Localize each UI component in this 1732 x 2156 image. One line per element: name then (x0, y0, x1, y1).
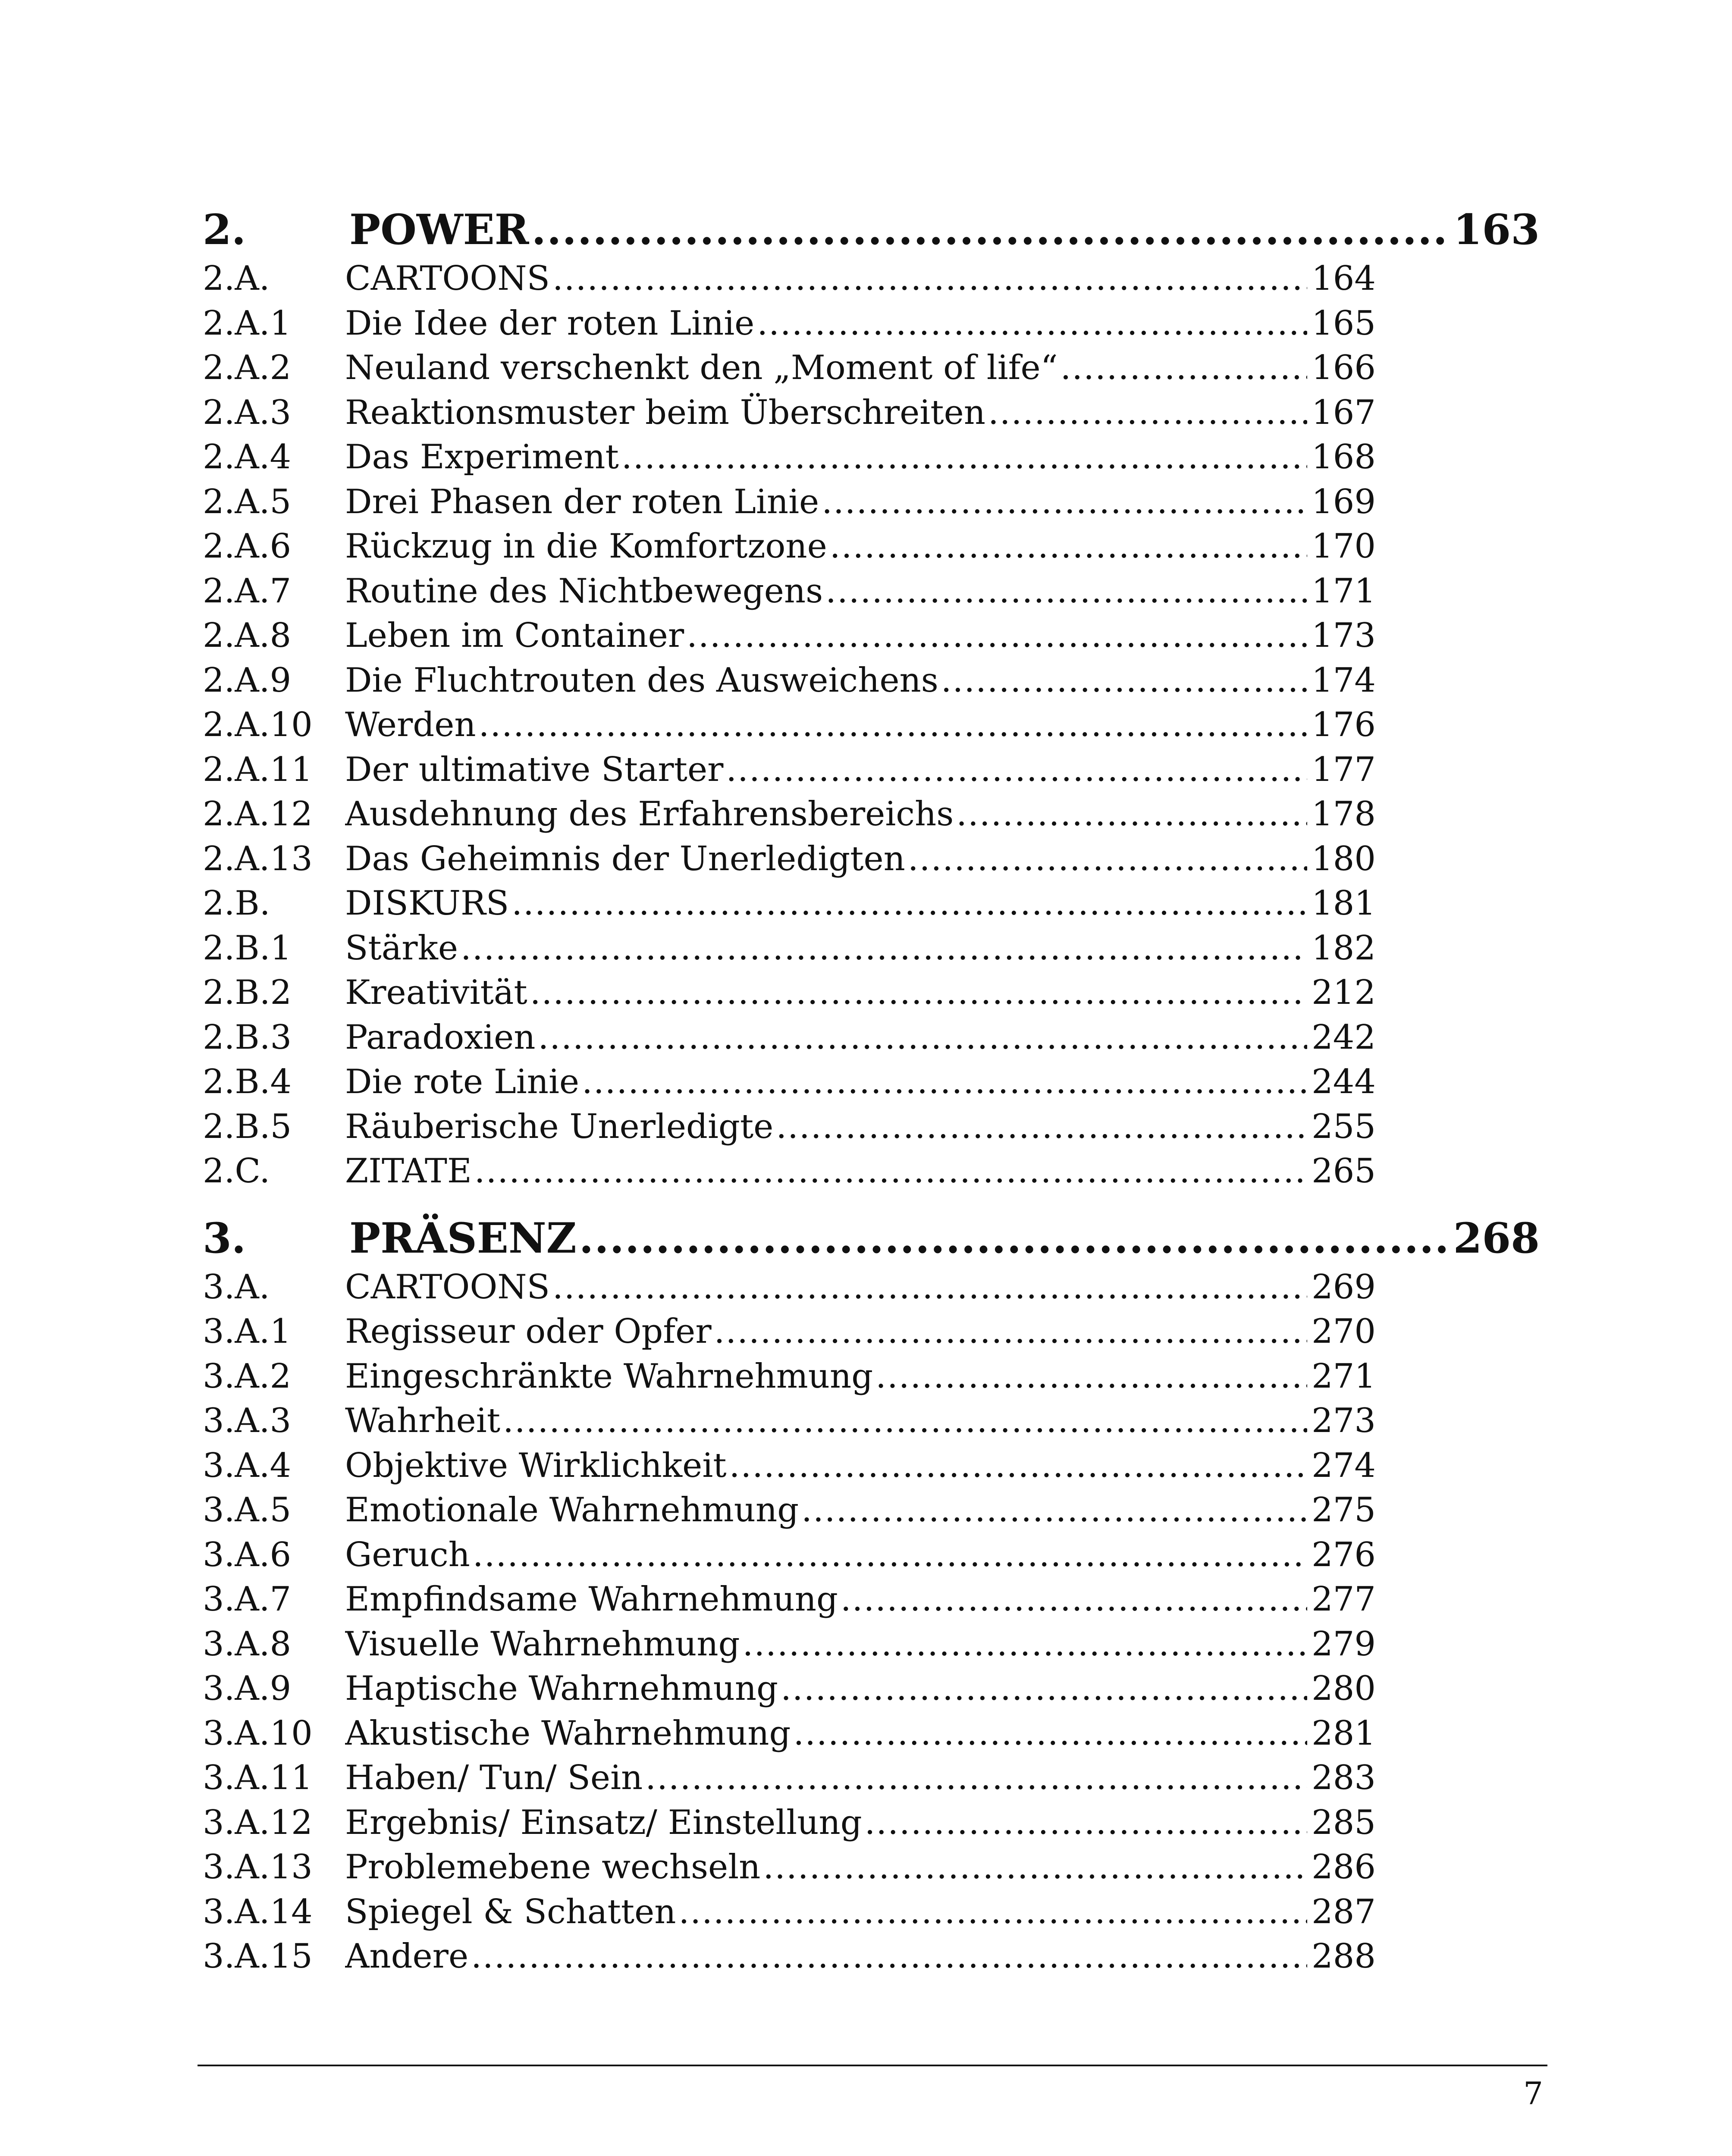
dot-leader (471, 1934, 1307, 1979)
entry-number: 2.A.7 (203, 571, 292, 611)
entry-title: Andere (345, 1937, 469, 1976)
dot-leader (865, 1801, 1307, 1846)
entry-page-number: 279 (1312, 1624, 1376, 1664)
toc-entry-row[interactable] (203, 1310, 1540, 1354)
entry-number: 2.A.6 (203, 527, 292, 566)
entry-title: Rückzug in die Komfortzone (345, 527, 827, 566)
entry-page-number: 273 (1312, 1401, 1376, 1440)
dot-leader (538, 1015, 1308, 1060)
entry-body (345, 837, 1376, 882)
entry-number: 2.C. (203, 1152, 270, 1191)
dot-leader (825, 569, 1307, 614)
toc-entry-row[interactable] (203, 1756, 1540, 1801)
entry-number: 3.A.14 (203, 1892, 313, 1931)
entry-page-number: 280 (1312, 1669, 1376, 1708)
entry-number: 3.A.11 (203, 1758, 313, 1797)
toc-entry-row[interactable] (203, 926, 1540, 971)
entry-body (345, 748, 1376, 793)
dot-leader (479, 703, 1308, 748)
entry-page-number: 169 (1312, 482, 1376, 521)
toc-entry-row[interactable] (203, 1444, 1540, 1489)
entry-number: 3.A.2 (203, 1357, 292, 1396)
entry-body (345, 1890, 1376, 1935)
entry-number: 2.A.11 (203, 750, 313, 789)
dot-leader (776, 1105, 1307, 1150)
toc-entry-row[interactable] (203, 837, 1540, 882)
dot-leader (830, 524, 1307, 569)
chapter-body (349, 203, 1540, 257)
entry-body (345, 1149, 1376, 1194)
toc-entry-row[interactable] (203, 1399, 1540, 1444)
entry-body (345, 1667, 1376, 1711)
toc-entry-row[interactable] (203, 614, 1540, 658)
entry-page-number: 283 (1312, 1758, 1376, 1797)
entry-title: Geruch (345, 1535, 470, 1574)
entry-title: Empfindsame Wahrnehmung (345, 1580, 838, 1619)
chapter-page-number: 163 (1453, 205, 1540, 254)
toc-entry-row[interactable] (203, 569, 1540, 614)
entry-title: Emotionale Wahrnehmung (345, 1491, 799, 1529)
entry-body (345, 1488, 1376, 1533)
toc-entry-row[interactable] (203, 1015, 1540, 1060)
entry-page-number: 255 (1312, 1107, 1376, 1146)
entry-body (345, 1577, 1376, 1622)
dot-leader (532, 203, 1449, 257)
entry-page-number: 275 (1312, 1491, 1376, 1529)
dot-leader (908, 837, 1307, 882)
entry-title: DISKURS (345, 884, 509, 923)
entry-page-number: 276 (1312, 1535, 1376, 1574)
chapter-number: 3. (203, 1213, 246, 1263)
entry-number: 3.A.13 (203, 1848, 313, 1887)
dot-leader (503, 1399, 1307, 1444)
entry-number: 3.A.9 (203, 1669, 292, 1708)
entry-number: 2.A.13 (203, 839, 313, 878)
entry-body (345, 1310, 1376, 1354)
chapter-body (349, 1211, 1540, 1265)
entry-number: 2.A.1 (203, 304, 292, 343)
entry-body (345, 881, 1376, 926)
entry-number: 3.A.10 (203, 1714, 313, 1753)
entry-number: 2.A.4 (203, 438, 292, 476)
toc-entry-row[interactable] (203, 971, 1540, 1015)
entry-title: ZITATE (345, 1152, 472, 1191)
entry-body (345, 1711, 1376, 1756)
dot-leader (511, 881, 1307, 926)
toc-entry-row[interactable] (203, 391, 1540, 436)
chapter-page-number: 268 (1453, 1213, 1540, 1263)
entry-page-number: 270 (1312, 1312, 1376, 1351)
entry-title: Die Idee der roten Linie (345, 304, 755, 343)
dot-leader (461, 926, 1307, 971)
entry-title: Haben/ Tun/ Sein (345, 1758, 643, 1797)
toc-entry-row[interactable] (203, 1265, 1540, 1310)
entry-title: Die Fluchtrouten des Ausweichens (345, 661, 938, 700)
entry-title: Kreativität (345, 973, 527, 1012)
entry-body (345, 1444, 1376, 1489)
entry-page-number: 171 (1312, 571, 1376, 611)
entry-page-number: 174 (1312, 661, 1376, 700)
entry-page-number: 181 (1312, 884, 1376, 923)
toc-entry-row[interactable] (203, 1622, 1540, 1667)
entry-title: Der ultimative Starter (345, 750, 724, 789)
entry-page-number: 244 (1312, 1062, 1376, 1101)
entry-title: Eingeschränkte Wahrnehmung (345, 1357, 873, 1396)
dot-leader (714, 1310, 1307, 1354)
entry-title: CARTOONS (345, 1267, 550, 1307)
entry-number: 3.A.3 (203, 1401, 292, 1440)
page-number: 7 (1523, 2075, 1543, 2112)
entry-page-number: 177 (1312, 750, 1376, 789)
dot-leader (956, 792, 1307, 837)
entry-title: Routine des Nichtbewegens (345, 571, 823, 611)
dot-leader (757, 301, 1307, 346)
entry-number: 2.A.10 (203, 705, 313, 744)
toc-entry-row[interactable] (203, 435, 1540, 480)
entry-body (345, 524, 1376, 569)
toc-entry-row[interactable] (203, 792, 1540, 837)
entry-body (345, 1354, 1376, 1399)
entry-title: Paradoxien (345, 1018, 536, 1057)
entry-number: 2.B.5 (203, 1107, 292, 1146)
entry-body (345, 1756, 1376, 1801)
entry-page-number: 176 (1312, 705, 1376, 744)
entry-number: 3.A.15 (203, 1937, 313, 1976)
entry-page-number: 168 (1312, 438, 1376, 476)
entry-title: Ausdehnung des Erfahrensbereichs (345, 795, 954, 834)
entry-number: 2.B.4 (203, 1062, 292, 1101)
entry-body (345, 480, 1376, 525)
dot-leader (530, 971, 1307, 1015)
entry-page-number: 167 (1312, 393, 1376, 432)
toc-chapter-row[interactable] (203, 203, 1540, 257)
entry-body (345, 1934, 1376, 1979)
entry-title: Regisseur oder Opfer (345, 1312, 712, 1351)
entry-body (345, 1015, 1376, 1060)
entry-body (345, 971, 1376, 1015)
entry-title: Die rote Linie (345, 1062, 580, 1101)
dot-leader (645, 1756, 1307, 1801)
dot-leader (552, 257, 1307, 301)
entry-title: Wahrheit (345, 1401, 501, 1440)
dot-leader (822, 480, 1307, 525)
entry-page-number: 178 (1312, 795, 1376, 834)
footer-rule (198, 2065, 1547, 2066)
dot-leader (875, 1354, 1307, 1399)
entry-page-number: 288 (1312, 1937, 1376, 1976)
entry-number: 2.A.9 (203, 661, 292, 700)
entry-body (345, 257, 1376, 301)
entry-page-number: 173 (1312, 616, 1376, 655)
entry-body (345, 614, 1376, 658)
entry-body (345, 1060, 1376, 1105)
dot-leader (582, 1060, 1307, 1105)
entry-title: Das Geheimnis der Unerledigten (345, 839, 905, 878)
entry-title: Spiegel & Schatten (345, 1892, 676, 1931)
entry-page-number: 286 (1312, 1848, 1376, 1887)
entry-title: Werden (345, 705, 476, 744)
entry-body (345, 435, 1376, 480)
entry-page-number: 269 (1312, 1267, 1376, 1307)
entry-page-number: 242 (1312, 1018, 1376, 1057)
entry-title: Akustische Wahrnehmung (345, 1714, 791, 1753)
dot-leader (743, 1622, 1308, 1667)
toc-entry-row[interactable] (203, 346, 1540, 391)
toc-entry-row[interactable] (203, 1488, 1540, 1533)
toc-entry-row[interactable] (203, 1533, 1540, 1578)
toc-entry-row[interactable] (203, 1105, 1540, 1150)
entry-body (345, 569, 1376, 614)
entry-number: 3.A.6 (203, 1535, 292, 1574)
entry-body (345, 1622, 1376, 1667)
toc-entry-row[interactable] (203, 524, 1540, 569)
entry-title: Neuland verschenkt den „Moment of life“ (345, 348, 1058, 387)
entry-number: 2.A. (203, 259, 270, 298)
entry-body (345, 792, 1376, 837)
toc-entry-row[interactable] (203, 703, 1540, 748)
entry-title: Problemebene wechseln (345, 1848, 761, 1887)
entry-number: 3.A.5 (203, 1491, 292, 1529)
dot-leader (941, 658, 1307, 703)
chapter-title: POWER (349, 205, 529, 254)
entry-body (345, 1845, 1376, 1890)
toc-entry-row[interactable] (203, 1667, 1540, 1711)
entry-title: Objektive Wirklichkeit (345, 1446, 727, 1485)
toc-entry-row[interactable] (203, 658, 1540, 703)
entry-number: 3.A.4 (203, 1446, 292, 1485)
toc-entry-row[interactable] (203, 301, 1540, 346)
entry-page-number: 281 (1312, 1714, 1376, 1753)
entry-page-number: 271 (1312, 1357, 1376, 1396)
dot-leader (552, 1265, 1307, 1310)
table-of-contents (203, 203, 1540, 1979)
entry-title: Stärke (345, 928, 458, 968)
toc-entry-row[interactable] (203, 881, 1540, 926)
entry-page-number: 164 (1312, 259, 1376, 298)
entry-page-number: 277 (1312, 1580, 1376, 1619)
toc-entry-row[interactable] (203, 1577, 1540, 1622)
dot-leader (841, 1577, 1307, 1622)
entry-number: 3.A. (203, 1267, 270, 1307)
chapter-number: 2. (203, 205, 246, 254)
entry-number: 2.B.1 (203, 928, 292, 968)
dot-leader (678, 1890, 1307, 1935)
entry-title: CARTOONS (345, 259, 550, 298)
chapter-title: PRÄSENZ (349, 1213, 577, 1263)
entry-number: 2.B.3 (203, 1018, 292, 1057)
dot-leader (988, 391, 1307, 436)
toc-entry-row[interactable] (203, 257, 1540, 301)
entry-body (345, 301, 1376, 346)
entry-body (345, 391, 1376, 436)
entry-title: Drei Phasen der roten Linie (345, 482, 819, 521)
entry-page-number: 170 (1312, 527, 1376, 566)
dot-leader (781, 1667, 1307, 1711)
entry-title: Das Experiment (345, 438, 619, 476)
entry-body (345, 1399, 1376, 1444)
toc-entry-row[interactable] (203, 480, 1540, 525)
entry-page-number: 182 (1312, 928, 1376, 968)
toc-entry-row[interactable] (203, 1934, 1540, 1979)
dot-leader (1061, 346, 1308, 391)
entry-number: 2.A.8 (203, 616, 292, 655)
entry-page-number: 180 (1312, 839, 1376, 878)
toc-entry-row[interactable] (203, 1845, 1540, 1890)
entry-body (345, 1265, 1376, 1310)
toc-entry-row[interactable] (203, 1711, 1540, 1756)
entry-page-number: 285 (1312, 1803, 1376, 1842)
entry-body (345, 1105, 1376, 1150)
entry-body (345, 703, 1376, 748)
dot-leader (474, 1149, 1307, 1194)
entry-number: 2.B.2 (203, 973, 292, 1012)
entry-title: Visuelle Wahrnehmung (345, 1624, 740, 1664)
dot-leader (729, 1444, 1307, 1489)
dot-leader (793, 1711, 1307, 1756)
entry-body (345, 346, 1376, 391)
entry-page-number: 166 (1312, 348, 1376, 387)
entry-page-number: 265 (1312, 1152, 1376, 1191)
entry-number: 3.A.8 (203, 1624, 292, 1664)
toc-entry-row[interactable] (203, 1354, 1540, 1399)
entry-number: 3.A.1 (203, 1312, 292, 1351)
toc-entry-row[interactable] (203, 1801, 1540, 1846)
entry-title: Leben im Container (345, 616, 684, 655)
entry-page-number: 212 (1312, 973, 1376, 1012)
dot-leader (763, 1845, 1307, 1890)
entry-number: 2.A.2 (203, 348, 292, 387)
entry-body (345, 1801, 1376, 1846)
dot-leader (473, 1533, 1307, 1578)
toc-entry-row[interactable] (203, 1890, 1540, 1935)
toc-entry-row[interactable] (203, 1149, 1540, 1194)
entry-body (345, 1533, 1376, 1578)
entry-title: Haptische Wahrnehmung (345, 1669, 778, 1708)
entry-title: Ergebnis/ Einsatz/ Einstellung (345, 1803, 862, 1842)
entry-number: 3.A.12 (203, 1803, 313, 1842)
entry-number: 2.B. (203, 884, 270, 923)
entry-page-number: 287 (1312, 1892, 1376, 1931)
entry-number: 3.A.7 (203, 1580, 292, 1619)
entry-number: 2.A.3 (203, 393, 292, 432)
toc-entry-row[interactable] (203, 1060, 1540, 1105)
toc-chapter-row[interactable] (203, 1211, 1540, 1265)
dot-leader (579, 1211, 1449, 1265)
entry-number: 2.A.5 (203, 482, 292, 521)
entry-body (345, 658, 1376, 703)
toc-entry-row[interactable] (203, 748, 1540, 793)
entry-title: Räuberische Unerledigte (345, 1107, 774, 1146)
dot-leader (687, 614, 1307, 658)
dot-leader (801, 1488, 1307, 1533)
entry-body (345, 926, 1376, 971)
entry-page-number: 274 (1312, 1446, 1376, 1485)
dot-leader (621, 435, 1307, 480)
entry-page-number: 165 (1312, 304, 1376, 343)
dot-leader (726, 748, 1307, 793)
entry-number: 2.A.12 (203, 795, 313, 834)
entry-title: Reaktionsmuster beim Überschreiten (345, 393, 985, 432)
